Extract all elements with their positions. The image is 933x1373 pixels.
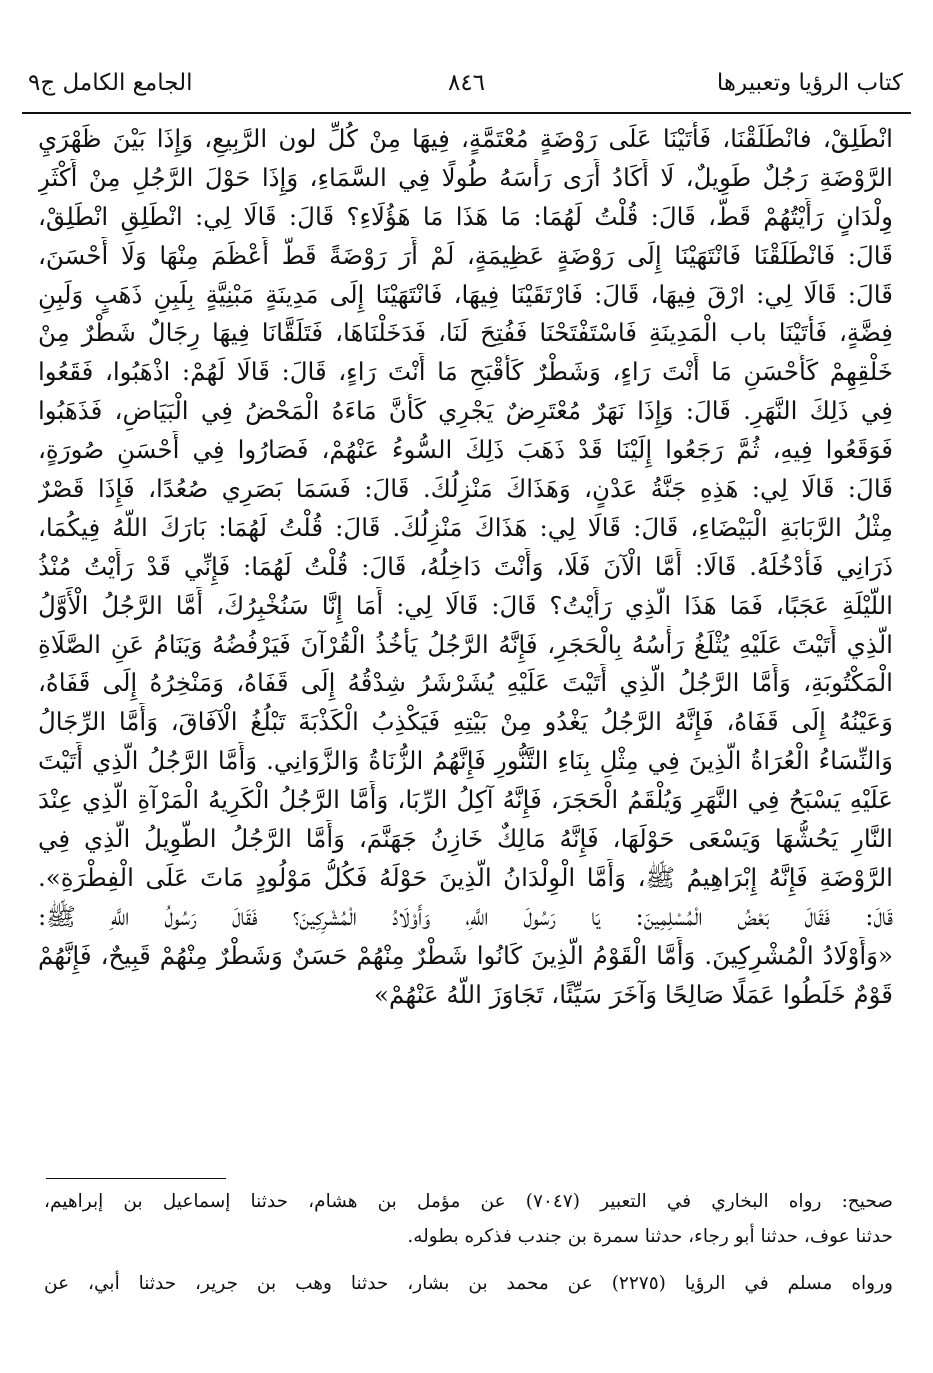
- page-number: ٨٤٦: [447, 70, 486, 96]
- text-line: انْطَلِقْ، فانْطَلَقْنَا، فَأَتَيْنَا عَلَى رَوْضَةٍ مُعْتَمَّةٍ، فِيهَا مِنْ كُلِّ لون الرَّبِيعِ، وَإِذَا بَيْنَ ظَهْرَيِ: [38, 124, 893, 153]
- text-line: وِلْدَانٍ رَأَيْتُهُمْ قَطُّ، قَالَ: قُلْتُ لَهُمَا: مَا هَذَا مَا هَؤُلَاءِ؟ قَالَ: قَالَا لِي: انْطَلِقِ انْطَلِقْ،: [38, 201, 893, 231]
- footnote-line: ورواه مسلم في الرؤيا (٢٢٧٥) عن محمد بن بشار، حدثنا وهب بن جرير، حدثنا أبي، عن: [44, 1273, 893, 1294]
- text-line: «وَأَوْلَادُ الْمُشْرِكِينَ. وَأَمَّا الْقَوْمُ الَّذِينَ كَانُوا شَطْرٌ مِنْهُمْ حَسَنٌ وَشَطْرٌ مِنْهُمْ قَبِيحٌ، فَإِنَّهُمْ: [38, 940, 893, 970]
- text-line: الَّذِي أَتَيْتَ عَلَيْهِ يُثْلَغُ رَأْسُهُ بِالْحَجَرِ، فَإِنَّهُ الرَّجُلُ يَأْخُذُ الْقُرْآنَ فَيَرْفُضُهُ وَيَنَامُ عَنِ الصَّلَاةِ: [38, 629, 893, 659]
- footnotes: [44, 1184, 893, 1313]
- text-line: الْمَكْتُوبَةِ، وَأَمَّا الرَّجُلُ الَّذِي أَتَيْتَ عَلَيْهِ يُشَرْشَرُ شِدْقُهُ إِلَى قَفَاهُ، وَمَنْخِرُهُ إِلَى قَفَاهُ،: [38, 668, 893, 698]
- header-divider: [22, 112, 911, 114]
- text-line: ذَرَانِي فَأَدْخُلَهُ. قَالَا: أَمَّا الْآنَ فَلَا، وَأَنْتَ دَاخِلُهُ، قَالَ: قُلْتُ لَهُمَا: فَإِنِّي قَدْ رَأَيْتُ مُنْذُ: [38, 551, 893, 581]
- footnote-line: صحيح: رواه البخاري في التعبير (٧٠٤٧) عن مؤمل بن هشام، حدثنا إسماعيل بن إبراهيم،: [44, 1191, 893, 1212]
- volume-label: الجامع الكامل ج٩: [28, 70, 193, 96]
- text-line: قَالَ: فَانْطَلَقْنَا فَانْتَهَيْنَا إِلَى رَوْضَةٍ عَظِيمَةٍ، لَمْ أَرَ رَوْضَةً قَطُّ أَعْظَمَ مِنْهَا وَلَا أَحْسَنَ،: [38, 240, 893, 270]
- text-line: قَالَ: فَقَالَ بَعْضُ الْمُسْلِمِينَ: يَا رَسُولَ اللَّهِ، وَأَوْلَادُ الْمُشْرِكِينَ؟ فَقَالَ رَسُولُ اللَّهِ ﷺ:: [38, 901, 893, 931]
- text-line: قَوْمٌ خَلَطُوا عَمَلًا صَالِحًا وَآخَرَ سَيِّئًا، تَجَاوَزَ اللَّهُ عَنْهُمْ»: [374, 979, 893, 1009]
- text-line: عَلَيْهِ يَسْبَحُ فِي النَّهَرِ وَيُلْقَمُ الْحَجَرَ، فَإِنَّهُ آكِلُ الرِّبَا، وَأَمَّا الرَّجُلُ الْكَرِيهُ الْمَرْآةِ الَّذِي عِنْدَ: [38, 785, 893, 815]
- footnote-paragraph: [44, 1266, 893, 1301]
- text-line: قَالَ: قَالَا لِي: ارْقَ فِيهَا، قَالَ: فَارْتَقَيْنَا فِيهَا، فَانْتَهَيْنَا إِلَى مَدِينَةٍ مَبْنِيَّةٍ بِلَبِنِ ذَهَبٍ وَلَبِنِ: [38, 279, 893, 309]
- text-line: الرَّوْضَةِ فَإِنَّهُ إِبْرَاهِيمُ ﷺ، وَأَمَّا الْوِلْدَانُ الَّذِينَ حَوْلَهُ فَكُلُّ مَوْلُودٍ مَاتَ عَلَى الْفِطْرَةِ».: [38, 862, 893, 892]
- text-line: فَوَقَعُوا فِيهِ، ثُمَّ رَجَعُوا إِلَيْنَا قَدْ ذَهَبَ ذَلِكَ السُّوءُ عَنْهُمْ، فَصَارُوا فِي أَحْسَنِ صُورَةٍ،: [38, 435, 893, 465]
- footnote-divider: [46, 1178, 226, 1179]
- text-line: النَّارِ يَحُشُّهَا وَيَسْعَى حَوْلَهَا، فَإِنَّهُ مَالِكٌ خَازِنُ جَهَنَّمَ، وَأَمَّا الرَّجُلُ الطَّوِيلُ الَّذِي فِي: [38, 824, 893, 854]
- text-line: فِضَّةٍ، فَأَتَيْنَا باب الْمَدِينَةِ فَاسْتَفْتَحْنَا فَفُتِحَ لَنَا، فَدَخَلْنَاهَا، فَتَلَقَّانَا فِيهَا رِجَالٌ شَطْرٌ مِنْ: [38, 318, 893, 348]
- text-line: خَلْقِهِمْ كَأَحْسَنِ مَا أَنْتَ رَاءٍ، وَشَطْرٌ كَأَقْبَحِ مَا أَنْتَ رَاءٍ، قَالَ: قَالَا لَهُمْ: اذْهَبُوا، فَقَعُوا: [38, 357, 893, 387]
- page-header: [22, 64, 911, 104]
- text-line: فِي ذَلِكَ النَّهَرِ. قَالَ: وَإِذَا نَهَرٌ مُعْتَرِضٌ يَجْرِي كَأَنَّ مَاءَهُ الْمَحْضُ فِي الْبَيَاضِ، فَذَهَبُوا: [38, 396, 893, 426]
- text-line: قَالَ: قَالَا لِي: هَذِهِ جَنَّةُ عَدْنٍ، وَهَذَاكَ مَنْزِلُكَ. قَالَ: فَسَمَا بَصَرِي صُعُدًا، فَإِذَا قَصْرٌ: [38, 474, 893, 504]
- text-line: مِثْلُ الرَّبَابَةِ الْبَيْضَاءِ، قَالَ: قَالَا لِي: هَذَاكَ مَنْزِلُكَ. قَالَ: قُلْتُ لَهُمَا: بَارَكَ اللَّهُ فِيكُمَا،: [38, 512, 893, 542]
- text-line: اللَّيْلَةِ عَجَبًا، فَمَا هَذَا الَّذِي رَأَيْتُ؟ قَالَ: قَالَا لِي: أَمَا إِنَّا سَنُخْبِرُكَ، أَمَّا الرَّجُلُ الْأَوَّلُ: [38, 590, 893, 620]
- book-title: كتاب الرؤيا وتعبيرها: [716, 70, 903, 96]
- text-line: الرَّوْضَةِ رَجُلٌ طَوِيلٌ، لَا أَكَادُ أَرَى رَأْسَهُ طُولًا فِي السَّمَاءِ، وَإِذَا حَوْلَ الرَّجُلِ مِنْ أَكْثَرِ: [38, 162, 893, 192]
- footnote-paragraph: [44, 1184, 893, 1254]
- text-line: وَعَيْنُهُ إِلَى قَفَاهُ، فَإِنَّهُ الرَّجُلُ يَغْدُو مِنْ بَيْتِهِ فَيَكْذِبُ الْكَذْبَةَ تَبْلُغُ الْآفَاقَ، وَأَمَّا الرِّجَالُ: [38, 707, 893, 737]
- text-line: وَالنِّسَاءُ الْعُرَاةُ الَّذِينَ فِي مِثْلِ بِنَاءِ التَّنُّورِ فَإِنَّهُمُ الزُّنَاةُ وَالزَّوَانِي. وَأَمَّا الرَّجُلُ الَّذِي أَتَيْتَ: [38, 746, 893, 776]
- hadith-text: [38, 120, 893, 1014]
- footnote-line: حدثنا عوف، حدثنا أبو رجاء، حدثنا سمرة بن جندب فذكره بطوله.: [407, 1226, 893, 1247]
